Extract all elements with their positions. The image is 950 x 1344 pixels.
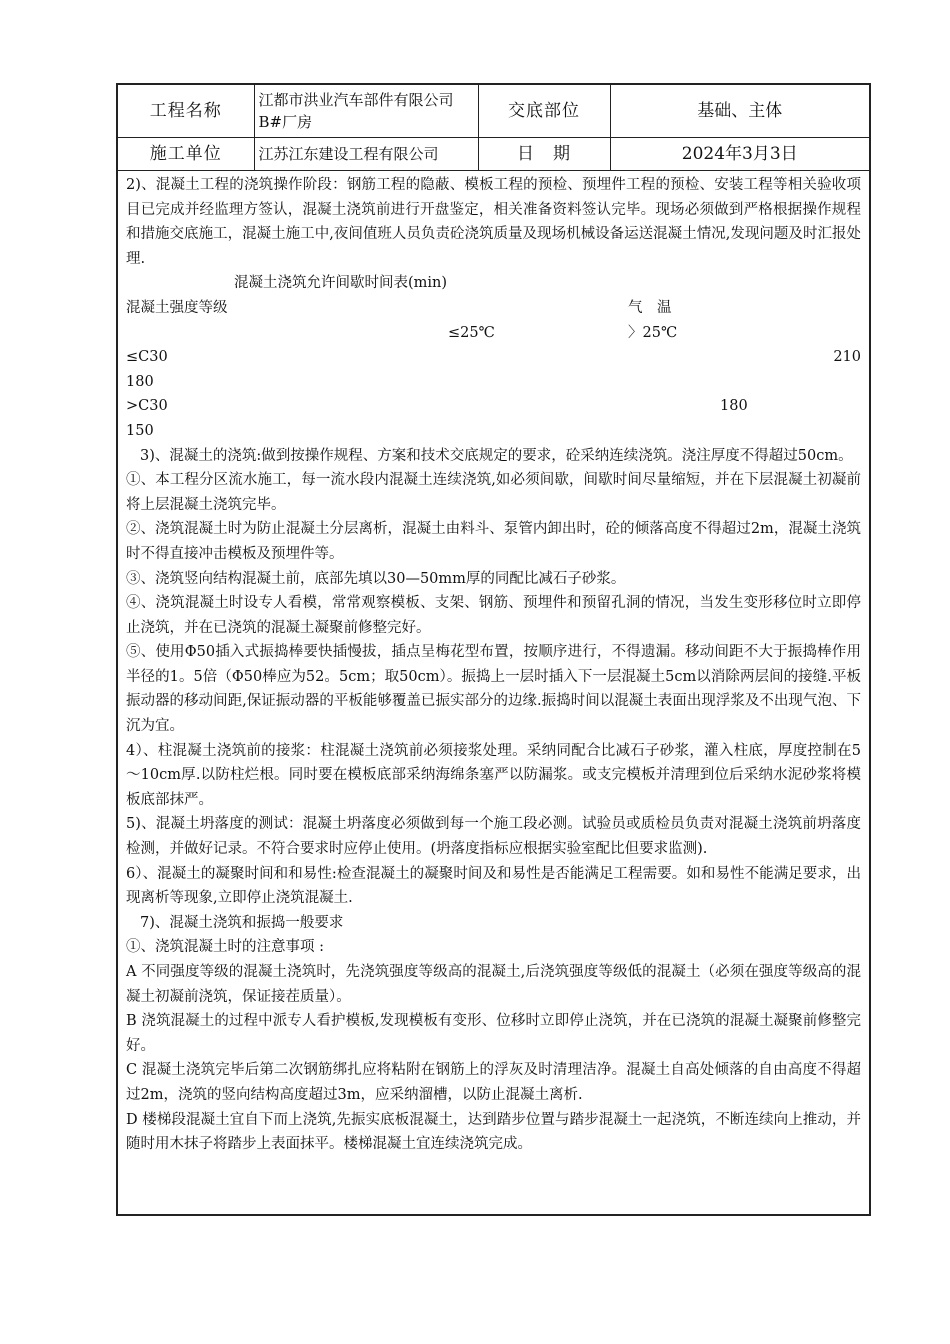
interval-col-low: ≤25℃ [448,324,495,341]
paragraph-3-3: ③、浇筑竖向结构混凝土前，底部先填以30—50mm厚的同配比减石子砂浆。 [126,570,626,587]
paragraph-7: 7)、混凝土浇筑和振捣一般要求 [140,914,344,931]
paragraph-3-4: ④、浇筑混凝土时设专人看模，常常观察模板、支架、钢筋、预埋件和预留孔洞的情况，当发生变形移位时立即停止浇筑，并在已浇筑的混凝土凝聚前修整完好。 [126,595,861,636]
construction-unit-label: 施工单位 [118,138,254,171]
paragraph-4: 4）、柱混凝土浇筑前的接浆：柱混凝土浇筑前必须接浆处理。采纳同配合比减石子砂浆，灌入柱底，厚度控制在5～10cm厚.以防柱烂根。同时要在模板底部采纳海绵条塞严以防漏浆。或支完模板并清理到位后采纳水泥砂浆将模板底部抹严。 [126,742,861,808]
interval-table-header-row [126,296,861,321]
paragraph-5: 5)、混凝土坍落度的测试：混凝土坍落度必须做到每一个施工段必测。试验员或质检员负责对混凝土浇筑前坍落度检测，并做好记录。不符合要求时应停止使用。(坍落度指标应根据实验室配比但要求监测). [126,816,861,858]
interval-row-1-cont [126,370,861,395]
project-name-value: 江都市洪业汽车部件有限公司B#厂房 [254,85,478,138]
interval-row-1-grade: ≤C30 [126,349,168,366]
paragraph-7-1: ①、浇筑混凝土时的注意事项 : [126,939,324,956]
disclosure-content [118,171,869,1157]
interval-grade-header: 混凝土强度等级 [126,299,228,316]
interval-row-2 [126,394,861,419]
paragraph-3-2: ②、浇筑混凝土时为防止混凝土分层离析，混凝土由料斗、泵管内卸出时，砼的倾落高度不得超过2m，混凝土浇筑时不得直接冲击模板及预埋件等。 [126,521,861,562]
construction-unit-value: 江苏江东建设工程有限公司 [254,138,478,171]
paragraph-3-1: ①、本工程分区流水施工，每一流水段内混凝土连续浇筑,如必须间歇，间歇时间尽量缩短，并在下层混凝土初凝前将上层混凝土浇筑完毕。 [126,472,861,513]
date-value: 2024年3月3日 [610,138,869,171]
paragraph-7-d: D 楼梯段混凝土宜自下而上浇筑,先振实底板混凝土，达到踏步位置与踏步混凝土一起浇筑，不断连续向上推动，并随时用木抹子将踏步上表面抹平。楼梯混凝土宜连续浇筑完成。 [126,1111,861,1153]
interval-row-1-high: 180 [126,373,154,390]
interval-table-title: 混凝土浇筑允许间歇时间表(min) [234,275,448,292]
interval-col-high: 〉25℃ [628,324,678,341]
interval-row-2-grade: >C30 [126,398,168,415]
interval-temp-header: 气 温 [628,299,672,316]
paragraph-3: 3)、混凝土的浇筑:做到按操作规程、方案和技术交底规定的要求，砼采纳连续浇筑。浇注厚度不得超过50cm。 [140,447,853,464]
paragraph-7-c: C 混凝土浇筑完毕后第二次钢筋绑扎应将粘附在钢筋上的浮灰及时清理洁净。混凝土自高处倾落的自由高度不得超过2m，浇筑的竖向结构高度超过3m，应采纳溜槽，以防止混凝土离析. [126,1062,861,1103]
header-table [118,85,869,171]
interval-row-1 [126,345,861,370]
interval-table-subheader-row [126,321,861,346]
paragraph-7-b: B 浇筑混凝土的过程中派专人看护模板,发现模板有变形、位移时立即停止浇筑，并在已浇筑的混凝土凝聚前修整完好。 [126,1013,861,1054]
paragraph-2: 2)、混凝土工程的浇筑操作阶段：钢筋工程的隐蔽、模板工程的预检、预埋件工程的预检、安装工程等相关验收项目已完成并经监理方签认，混凝土浇筑前进行开盘鉴定，相关准备资料签认完毕。现场必须做到严格根据操作规程和措施交底施工，混凝土施工中,夜间值班人员负责砼浇筑质量及现场机械设备运送混凝土情况,发现问题及时汇报处理. [126,177,861,267]
paragraph-3-5: ⑤、使用Φ50插入式振捣棒要快插慢拔，插点呈梅花型布置，按顺序进行，不得遗漏。移动间距不大于振捣棒作用半径的1。5倍（Φ50棒应为52。5cm；取50cm）。振捣上一层时插入下一层混凝土5cm以消除两层间的接缝.平板振动器的移动间距,保证振动器的平板能够覆盖已振实部分的边缘.振捣时间以混凝土表面出现浮浆及不出现气泡、下沉为宜。 [126,644,861,735]
disclosure-part-label: 交底部位 [478,85,610,138]
disclosure-sheet [116,83,871,1216]
paragraph-7-a: A 不同强度等级的混凝土浇筑时，先浇筑强度等级高的混凝土,后浇筑强度等级低的混凝土（必须在强度等级高的混凝土初凝前浇筑，保证接茬质量）。 [126,964,861,1005]
interval-row-2-high: 150 [126,422,154,439]
disclosure-part-value: 基础、主体 [610,85,869,138]
project-name-label: 工程名称 [118,85,254,138]
interval-row-2-cont [126,419,861,444]
interval-row-2-low: 180 [720,398,748,415]
date-label: 日 期 [478,138,610,171]
paragraph-6: 6）、混凝土的凝聚时间和和易性:检查混凝土的凝聚时间及和易性是否能满足工程需要。如和易性不能满足要求，出现离析等现象,立即停止浇筑混凝土. [126,865,861,907]
interval-row-1-low: 210 [833,349,861,366]
